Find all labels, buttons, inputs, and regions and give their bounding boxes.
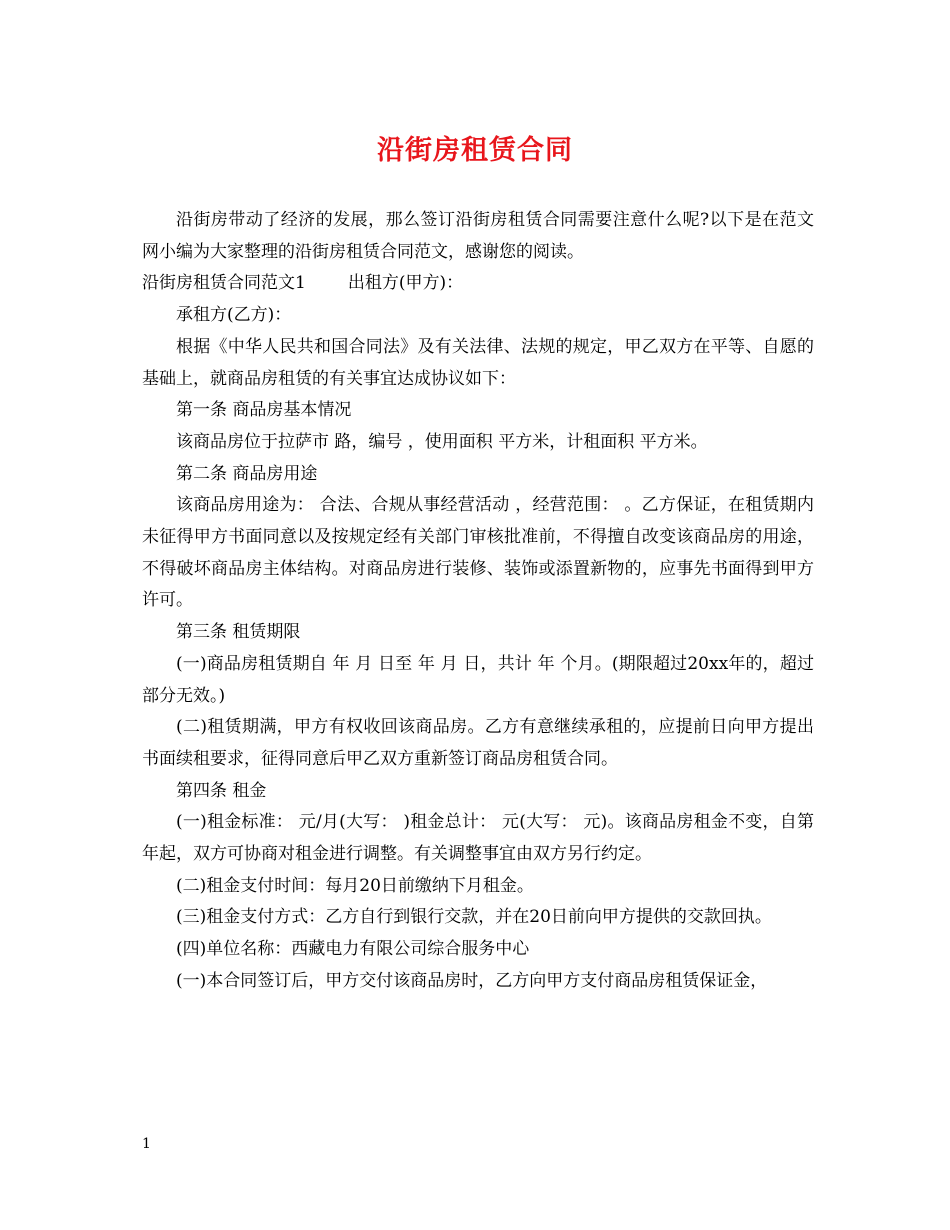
article-1-body: 该商品房位于拉萨市 路，编号 ，使用面积 平方米，计租面积 平方米。 — [176, 431, 708, 452]
deposit-clause-1: (一)本合同签订后，甲方交付该商品房时，乙方向甲方支付商品房租赁保证金， — [176, 970, 768, 991]
sample-label: 沿街房租赁合同范文1 — [142, 273, 306, 294]
paragraph-basis: 根据《中华人民共和国合同法》及有关法律、法规的规定，甲乙双方在平等、自愿的基础上，就商品房租赁的有关事宜达成协议如下： — [142, 336, 814, 389]
article-4-clause-2: (二)租金支付时间：每月20日前缴纳下月租金。 — [176, 875, 534, 896]
paragraph-intro: 沿街房带动了经济的发展，那么签订沿街房租赁合同需要注意什么呢?以下是在范文网小编为大家整理的沿街房租赁合同范文，感谢您的阅读。 — [142, 210, 814, 262]
lessor-label: 出租方(甲方)： — [347, 273, 464, 294]
article-2-heading: 第二条 商品房用途 — [176, 463, 318, 484]
article-4-clause-1: (一)租金标准： 元/月(大写： )租金总计： 元(大写： 元)。该商品房租金不变，自第 年起，双方可协商对租金进行调整。有关调整事宜由双方另行约定。 — [142, 812, 814, 865]
article-3-clause-2: (二)租赁期满，甲方有权收回该商品房。乙方有意继续承租的，应提前日向甲方提出书面续租要求，征得同意后甲乙双方重新签订商品房租赁合同。 — [142, 717, 814, 769]
article-4-clause-4: (四)单位名称：西藏电力有限公司综合服务中心 — [176, 939, 530, 960]
paragraph-sample-heading — [142, 268, 814, 300]
article-4-heading: 第四条 租金 — [176, 780, 267, 801]
article-3-heading: 第三条 租赁期限 — [176, 622, 301, 643]
article-1-heading: 第一条 商品房基本情况 — [176, 400, 352, 421]
paragraph-lessee: 承租方(乙方)： — [176, 305, 292, 326]
article-2-body: 该商品房用途为： 合法、合规从事经营活动 ，经营范围： 。乙方保证，在租赁期内未征得甲方书面同意以及按规定经有关部门审核批准前，不得擅自改变该商品房的用途，不得破坏商品房主体结构。对商品房进行装修、装饰或添置新物的，应事先书面得到甲方许可。 — [142, 495, 814, 611]
document-body — [142, 205, 814, 998]
document-title: 沿街房租赁合同 — [377, 135, 573, 166]
page-number: 1 — [142, 1136, 151, 1152]
article-3-clause-1: (一)商品房租赁期自 年 月 日至 年 月 日，共计 年 个月。(期限超过20xx年的，超过部分无效。) — [142, 653, 814, 706]
article-4-clause-3: (三)租金支付方式：乙方自行到银行交款，并在20日前向甲方提供的交款回执。 — [176, 907, 772, 928]
